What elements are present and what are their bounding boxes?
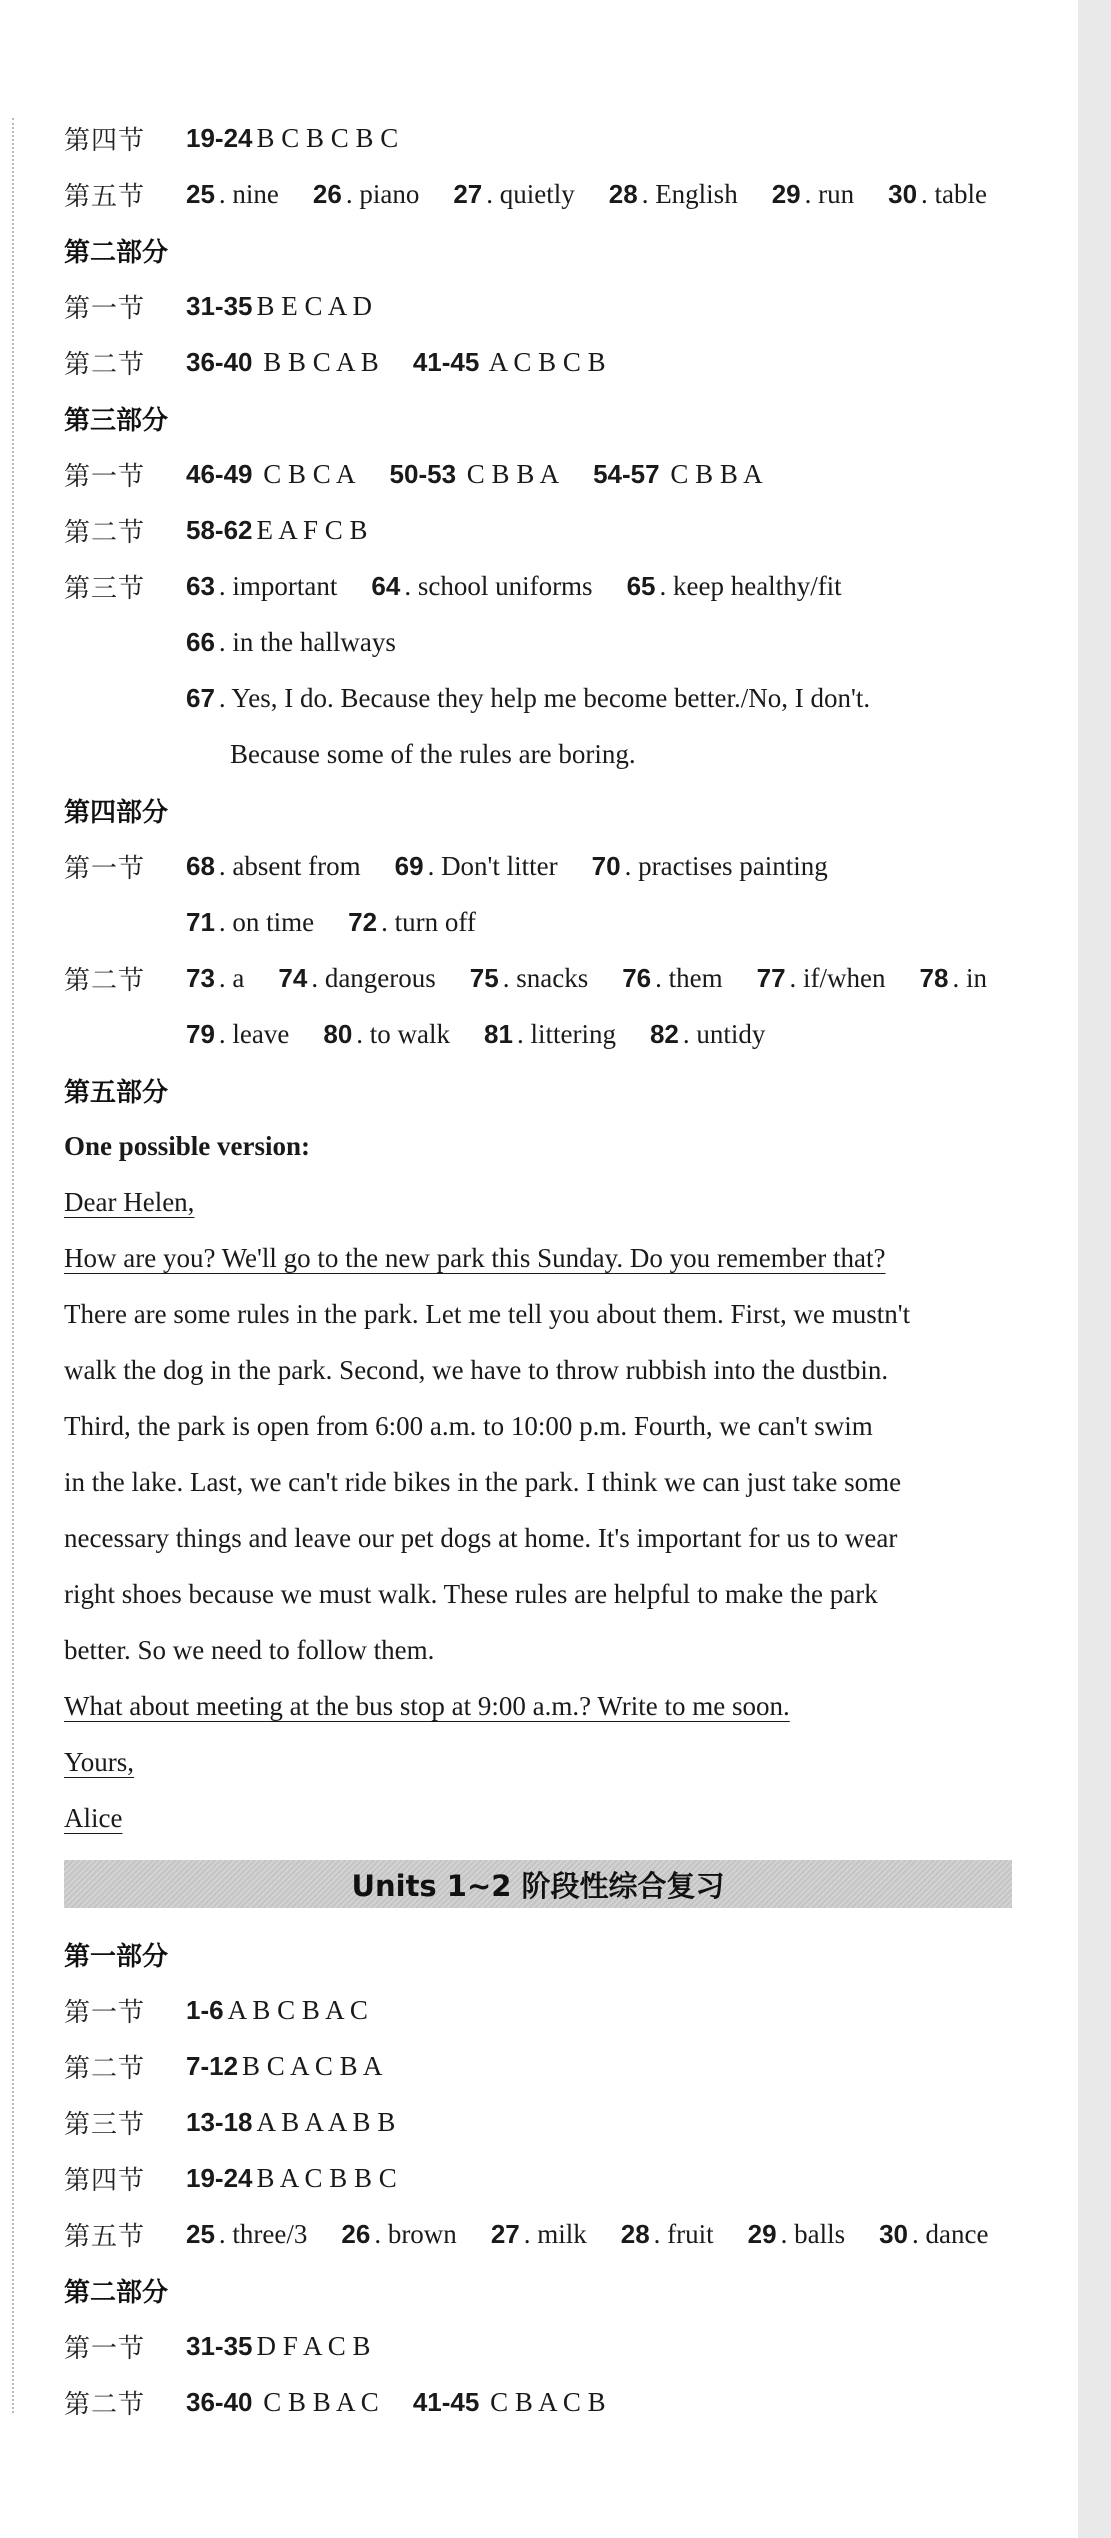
answer-text: . three/3 [218,2218,308,2249]
body-text: better. So we need to follow them. [64,1634,435,1665]
part-title: 第一部分 [64,1941,169,1972]
section-label: 第一节 [64,461,146,492]
answer-row [64,1982,1041,2038]
answer-text: . on time [218,906,315,937]
answer-row-section5 [64,166,1041,222]
section-label: 第一节 [64,2333,146,2364]
part-title: 第五部分 [64,1077,169,1108]
answer-row [64,2150,1041,2206]
answer-text: . Yes, I do. Because they help me become better./No, I don't. [218,682,871,713]
question-number: 27 [453,178,483,209]
letter-body-line [64,1286,1041,1342]
body-text: Third, the park is open from 6:00 a.m. to 10:00 p.m. Fourth, we can't swim [64,1410,873,1441]
question-range: 19-24 [186,2162,253,2193]
answer-text: . snacks [502,962,589,993]
question-range: 41-45 [412,2386,480,2417]
answer-text: . dangerous [311,962,436,993]
answer-row-continued [64,726,1041,782]
section-label: 第五节 [64,181,146,212]
question-number: 79 [186,1018,215,1049]
section-label: 第二节 [64,517,146,548]
closing-text: What about meeting at the bus stop at 9:00 a.m.? Write to me soon. [64,1690,790,1721]
part-heading [64,1062,1041,1118]
section-label: 第五节 [64,2221,146,2252]
answer-row [64,2318,1041,2374]
question-number: 64 [371,570,401,601]
section-label: 第三节 [64,2109,146,2140]
question-range: 36-40 [186,346,253,377]
answer-row [64,614,1041,670]
answer-item [453,179,574,210]
part-heading [64,390,1041,446]
answer-text: . table [921,178,988,209]
answer-row-section4 [64,110,1041,166]
answer-row [64,2206,1041,2262]
units-review-banner [64,1860,1012,1908]
answer-text: . littering [516,1018,616,1049]
answer-row [64,2374,1041,2430]
question-number: 82 [649,1018,679,1049]
letter-greeting [64,1174,1041,1230]
section-label: 第四节 [64,2165,146,2196]
part-title: 第四部分 [64,797,169,828]
answer-text: . turn off [381,906,476,937]
answers: C B C A [263,458,356,489]
section-label: 第三节 [64,573,146,604]
part-heading [64,1926,1041,1982]
body-text: walk the dog in the park. Second, we have to throw rubbish into the dustbin. [64,1354,889,1385]
section-label: 第二节 [64,2053,146,2084]
answer-text: . milk [523,2218,587,2249]
answers: C B B A C [263,2386,379,2417]
answer-text: . brown [374,2218,457,2249]
answer-text: . leave [218,1018,290,1049]
question-number: 30 [888,178,918,209]
letter-body-line [64,1342,1041,1398]
answer-text: . in the hallways [218,626,396,657]
answer-item [186,179,279,210]
letter-signoff [64,1734,1041,1790]
answers: B A C B B C [256,2162,397,2193]
answer-row [64,502,1041,558]
question-range: 31-35 [186,290,253,321]
letter-body-line [64,1622,1041,1678]
banner-title: Units 1~2 阶段性综合复习 [351,1868,725,1903]
letter-body-line [64,1566,1041,1622]
question-range: 54-57 [593,458,660,489]
question-range: 19-24 [186,122,253,153]
question-range: 50-53 [389,458,457,489]
question-number: 81 [484,1018,513,1049]
answers: B E C A D [256,290,373,321]
body-text: right shoes because we must walk. These rules are helpful to make the park [64,1578,878,1609]
question-range: 46-49 [186,458,253,489]
answer-row [64,334,1041,390]
answer-text: . school uniforms [404,570,593,601]
answer-text: . in [952,962,987,993]
part-title: 第三部分 [64,405,169,436]
question-number: 73 [186,962,215,993]
body-text: in the lake. Last, we can't ride bikes in the park. I think we can just take some [64,1466,902,1497]
page-edge-shadow [1078,0,1111,2538]
section-label: 第一节 [64,853,146,884]
answers: C B A C B [490,2386,606,2417]
question-number: 28 [608,178,638,209]
part-title: 第二部分 [64,237,169,268]
question-number: 25 [186,2218,215,2249]
answer-row [64,950,1041,1006]
question-number: 25 [186,178,215,209]
answer-item [313,179,419,210]
letter-body-line [64,1510,1041,1566]
letter-body-line [64,1398,1041,1454]
answer-row [64,894,1041,950]
answer-row [64,670,1041,726]
answers: B B C A B [263,346,379,377]
answer-row [64,2038,1041,2094]
letter-signature [64,1790,1041,1846]
question-number: 30 [879,2218,909,2249]
answers: B C A C B A [242,2050,383,2081]
letter-closing-line [64,1678,1041,1734]
section-label: 第二节 [64,2389,146,2420]
greeting-text: Dear Helen, [64,1186,195,1217]
question-range: 1-6 [186,1994,224,2025]
answers: D F A C B [256,2330,371,2361]
answer-text: . English [641,178,738,209]
answer-text: . keep healthy/fit [659,570,842,601]
question-number: 27 [490,2218,520,2249]
question-number: 26 [312,178,342,209]
answer-text: . dance [912,2218,989,2249]
answer-text: . practises painting [624,850,828,881]
question-number: 76 [622,962,652,993]
body-text: necessary things and leave our pet dogs at home. It's important for us to wear [64,1522,898,1553]
answer-row [64,278,1041,334]
body-text: There are some rules in the park. Let me tell you about them. First, we mustn't [64,1298,911,1329]
section-label: 第二节 [64,349,146,380]
question-number: 77 [756,962,786,993]
answers: C B B A [670,458,763,489]
question-number: 29 [747,2218,777,2249]
answer-item [772,179,854,210]
section-label: 第四节 [64,125,146,156]
answer-text: . quietly [486,178,575,209]
question-number: 71 [186,906,215,937]
answer-text: . absent from [218,850,361,881]
question-number: 67 [186,682,215,713]
answers: A B A A B B [256,2106,396,2137]
answers: A B C B A C [227,1994,368,2025]
answers: E A F C B [256,514,368,545]
answer-item [888,179,987,210]
answer-text: . run [804,178,855,209]
question-number: 80 [323,1018,353,1049]
question-number: 26 [341,2218,371,2249]
answer-row [64,1006,1041,1062]
question-range: 31-35 [186,2330,253,2361]
answer-row [64,2094,1041,2150]
answer-text: . them [655,962,723,993]
answer-text: . to walk [356,1018,451,1049]
version-label: One possible version: [64,1130,311,1161]
letter-body-line [64,1454,1041,1510]
version-label-row [64,1118,1041,1174]
question-number: 68 [186,850,215,881]
answer-text: . important [218,570,338,601]
question-number: 75 [469,962,499,993]
answer-row [64,446,1041,502]
answer-item [609,179,738,210]
signoff-text: Yours, [64,1746,135,1777]
question-range: 13-18 [186,2106,253,2137]
answer-text: . balls [780,2218,846,2249]
question-number: 74 [278,962,308,993]
answer-row [64,838,1041,894]
question-number: 72 [348,906,378,937]
question-number: 28 [620,2218,650,2249]
answer-text: . nine [218,178,279,209]
answers: C B B A [466,458,560,489]
section-label: 第一节 [64,293,146,324]
part-heading [64,782,1041,838]
question-range: 36-40 [186,2386,253,2417]
answer-text: . fruit [653,2218,714,2249]
question-number: 63 [186,570,215,601]
answers: A C B C B [488,346,606,377]
question-number: 70 [591,850,621,881]
answer-text: . untidy [682,1018,766,1049]
part-title: 第二部分 [64,2277,169,2308]
section-label: 第二节 [64,965,146,996]
answer-text: . a [218,962,245,993]
question-range: 7-12 [186,2050,239,2081]
question-range: 41-45 [412,346,480,377]
question-number: 66 [186,626,215,657]
question-number: 29 [771,178,801,209]
question-number: 65 [626,570,656,601]
letter-opening-line [64,1230,1041,1286]
answer-text: . Don't litter [427,850,558,881]
question-number: 78 [919,962,949,993]
part-heading [64,2262,1041,2318]
opening-text: How are you? We'll go to the new park this Sunday. Do you remember that? [64,1242,886,1273]
answer-text: Because some of the rules are boring. [230,738,636,769]
part-heading [64,222,1041,278]
answers: B C B C B C [256,122,399,153]
question-number: 69 [394,850,424,881]
answer-text: . if/when [789,962,886,993]
answer-row [64,558,1041,614]
signature-text: Alice [64,1802,123,1833]
answer-text: . piano [345,178,420,209]
question-range: 58-62 [186,514,253,545]
section-label: 第一节 [64,1997,146,2028]
binding-dotted-rule [12,118,14,2413]
